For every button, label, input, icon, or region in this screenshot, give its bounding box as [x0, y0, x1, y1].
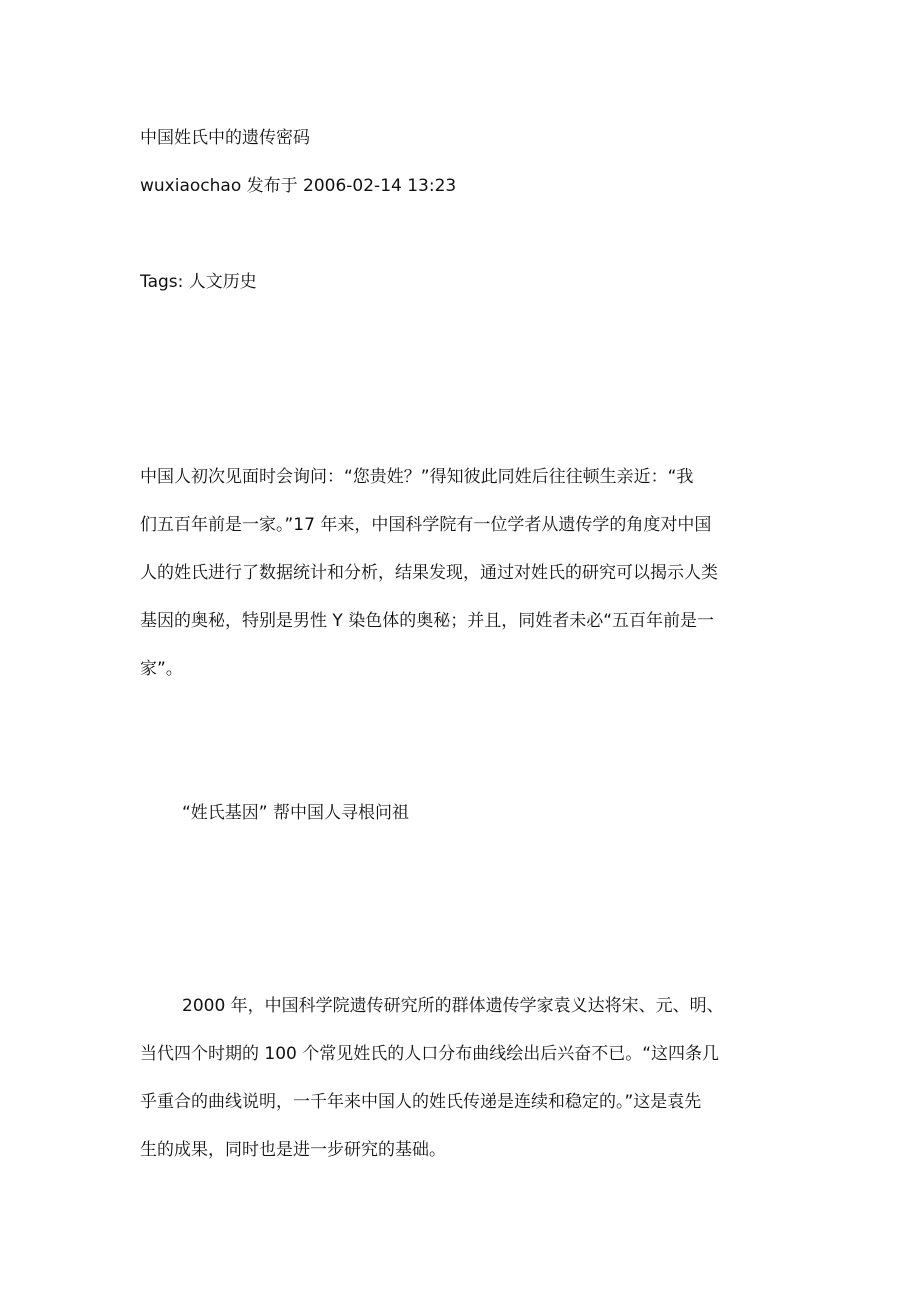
paragraph-line: 生的成果，同时也是进一步研究的基础。 — [140, 1140, 446, 1160]
paragraph-line: 乎重合的曲线说明，一千年来中国人的姓氏传递是连续和稳定的。”这是袁先 — [140, 1092, 702, 1112]
paragraph-line: 2000 年，中国科学院遗传研究所的群体遗传学家袁义达将宋、元、明、 — [182, 996, 724, 1016]
paragraph-line: 人的姓氏进行了数据统计和分析，结果发现，通过对姓氏的研究可以揭示人类 — [140, 563, 718, 583]
paragraph-line: 家”。 — [140, 659, 183, 679]
article-title: 中国姓氏中的遗传密码 — [140, 128, 310, 148]
article-tags: Tags: 人文历史 — [140, 272, 257, 292]
paragraph-line: 们五百年前是一家。”17 年来，中国科学院有一位学者从遗传学的角度对中国 — [140, 515, 712, 535]
paragraph-line: 当代四个时期的 100 个常见姓氏的人口分布曲线绘出后兴奋不已。“这四条几 — [140, 1044, 720, 1064]
article-meta: wuxiaochao 发布于 2006-02-14 13:23 — [140, 176, 457, 196]
section-heading: “姓氏基因” 帮中国人寻根问祖 — [182, 803, 410, 823]
paragraph-line: 基因的奥秘，特别是男性 Y 染色体的奥秘；并且，同姓者未必“五百年前是一 — [140, 611, 714, 631]
paragraph-line: 中国人初次见面时会询问：“您贵姓？”得知彼此同姓后往往顿生亲近：“我 — [140, 467, 694, 487]
